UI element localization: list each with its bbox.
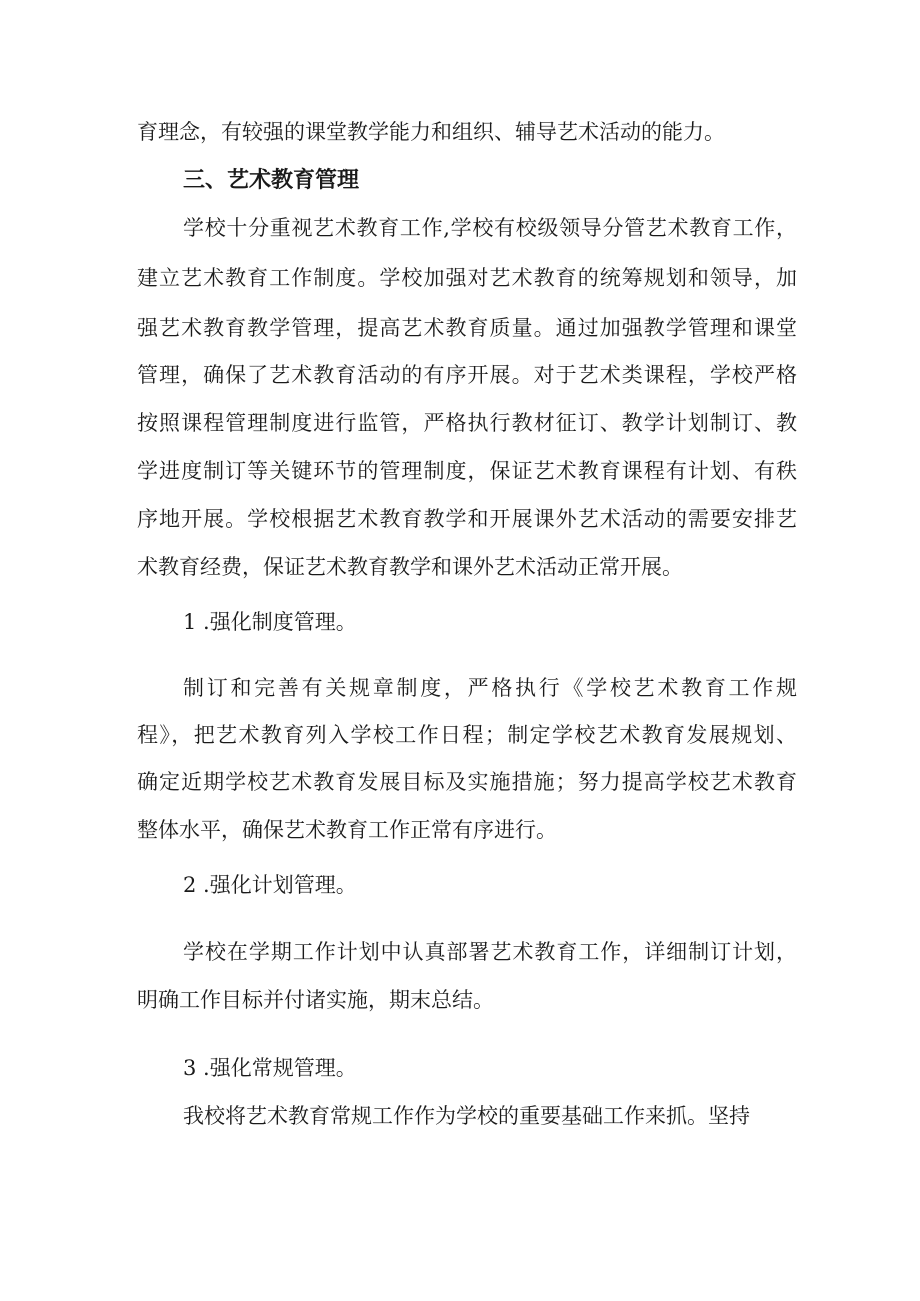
paragraph-line: 育理念，有较强的课堂教学能力和组织、辅导艺术活动的能力。 <box>137 120 725 144</box>
paragraph-line: 整体水平，确保艺术教育工作正常有序进行。 <box>137 818 557 842</box>
paragraph-line: 强艺术教育教学管理，提高艺术教育质量。通过加强教学管理和课堂 <box>137 316 797 340</box>
paragraph-line: 制订和完善有关规章制度，严格执行《学校艺术教育工作规 <box>183 676 797 700</box>
paragraph-line: 程》，把艺术教育列入学校工作日程；制定学校艺术教育发展规划、 <box>137 723 797 747</box>
item-heading: 1 .强化制度管理。 <box>183 610 357 634</box>
paragraph-line: 明确工作目标并付诸实施，期末总结。 <box>137 988 494 1012</box>
paragraph-line: 管理，确保了艺术教育活动的有序开展。对于艺术类课程，学校严格 <box>137 363 797 387</box>
paragraph-line: 学进度制订等关键环节的管理制度，保证艺术教育课程有计划、有秩 <box>137 459 797 483</box>
section-heading: 三、艺术教育管理 <box>183 168 360 193</box>
paragraph-line: 按照课程管理制度进行监管，严格执行教材征订、教学计划制订、教 <box>137 411 797 435</box>
paragraph-line: 确定近期学校艺术教育发展目标及实施措施；努力提高学校艺术教育 <box>137 770 797 794</box>
item-heading: 2 .强化计划管理。 <box>183 873 357 897</box>
paragraph-line: 建立艺术教育工作制度。学校加强对艺术教育的统筹规划和领导，加 <box>137 266 797 290</box>
paragraph-line: 学校十分重视艺术教育工作,学校有校级领导分管艺术教育工作， <box>183 216 797 240</box>
paragraph-line: 术教育经费，保证艺术教育教学和课外艺术活动正常开展。 <box>137 555 683 579</box>
item-heading: 3 .强化常规管理。 <box>183 1056 357 1080</box>
paragraph-line: 学校在学期工作计划中认真部署艺术教育工作，详细制订计划， <box>183 940 797 964</box>
paragraph-line: 序地开展。学校根据艺术教育教学和开展课外艺术活动的需要安排艺 <box>137 507 797 531</box>
paragraph-line: 我校将艺术教育常规工作作为学校的重要基础工作来抓。坚持 <box>183 1104 750 1128</box>
